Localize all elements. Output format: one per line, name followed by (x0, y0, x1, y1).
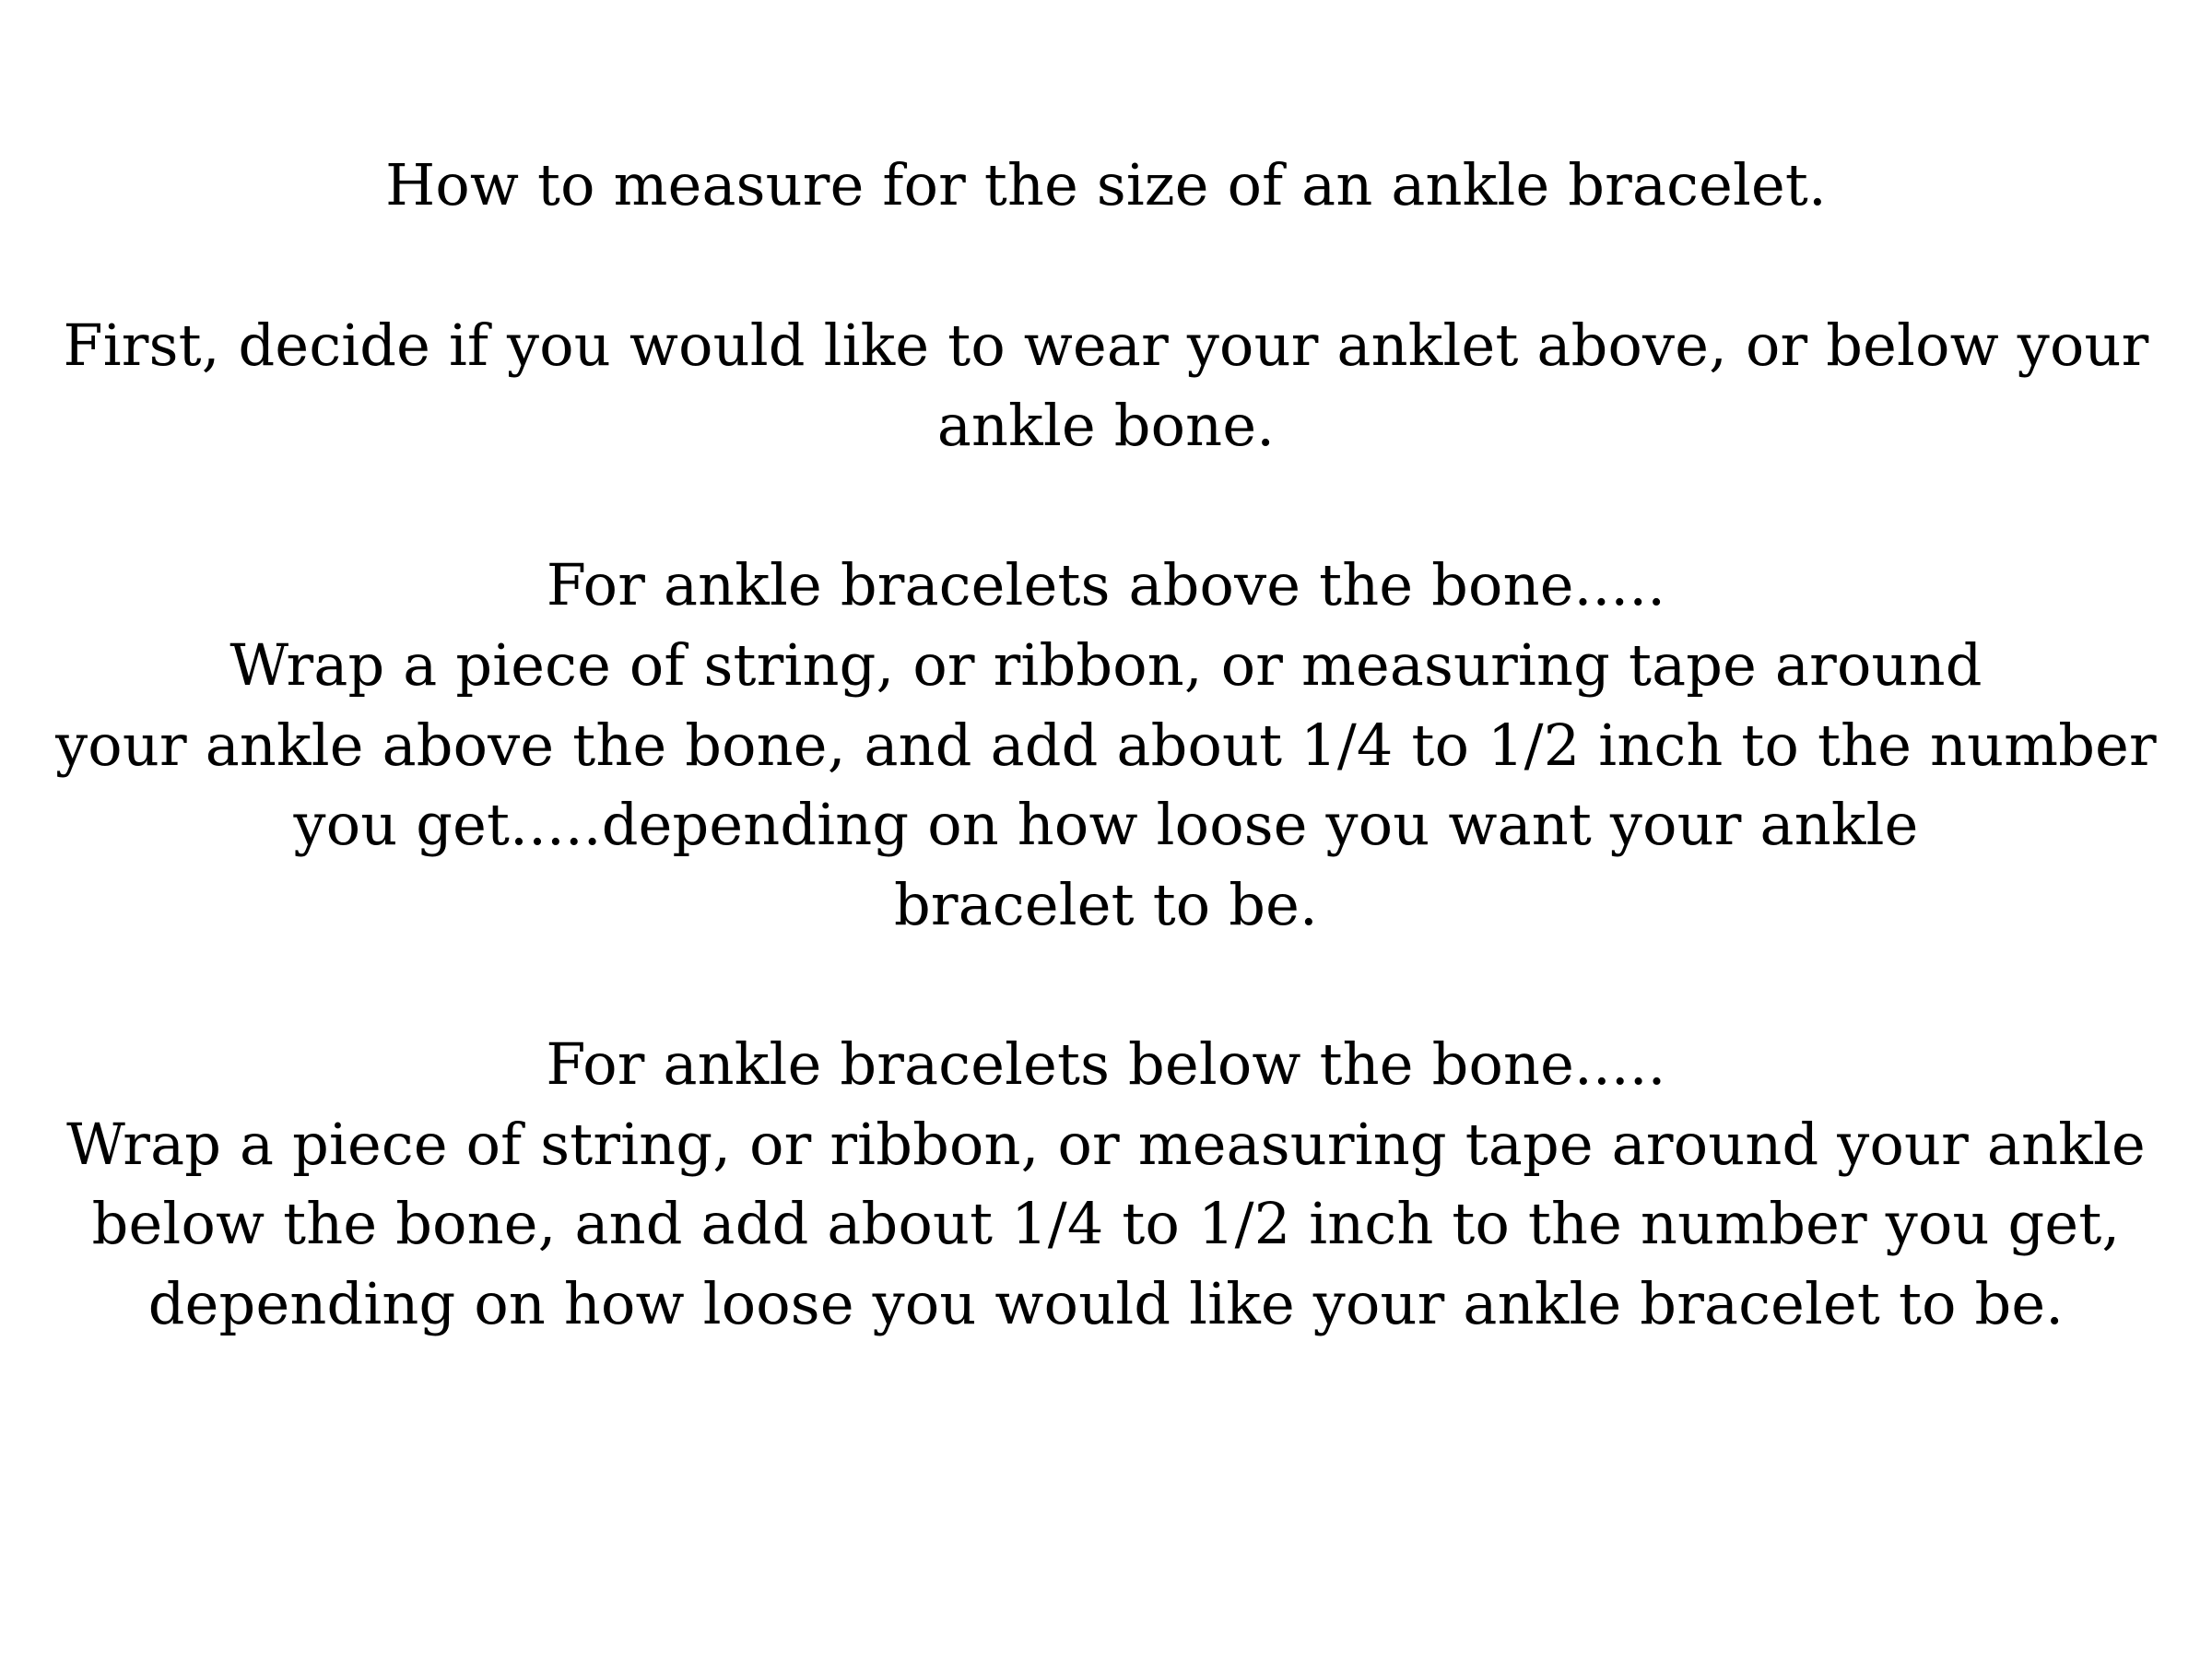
below-section-line-2: below the bone, and add about 1/4 to 1/2 inch to the number you get, (91, 1190, 2121, 1257)
above-section-line-2: your ankle above the bone, and add about 1/4 to 1/2 inch to the number (55, 712, 2157, 779)
intro-line-1: First, decide if you would like to wear your anklet above, or below your (63, 312, 2149, 379)
above-section-heading: For ankle bracelets above the bone..... (546, 551, 1666, 618)
intro-line-2: ankle bone. (936, 392, 1276, 459)
below-section-line-3: depending on how loose you would like your ankle bracelet to be. (147, 1270, 2065, 1337)
above-section-line-4: bracelet to be. (894, 871, 1318, 938)
below-section-line-1: Wrap a piece of string, or ribbon, or measuring tape around your ankle (66, 1111, 2146, 1178)
below-section-heading: For ankle bracelets below the bone..... (546, 1030, 1666, 1098)
above-section-line-3: you get.....depending on how loose you want your ankle (293, 791, 1919, 858)
document-title: How to measure for the size of an ankle bracelet. (385, 151, 1827, 218)
above-section-line-1: Wrap a piece of string, or ribbon, or measuring tape around (229, 631, 1983, 699)
